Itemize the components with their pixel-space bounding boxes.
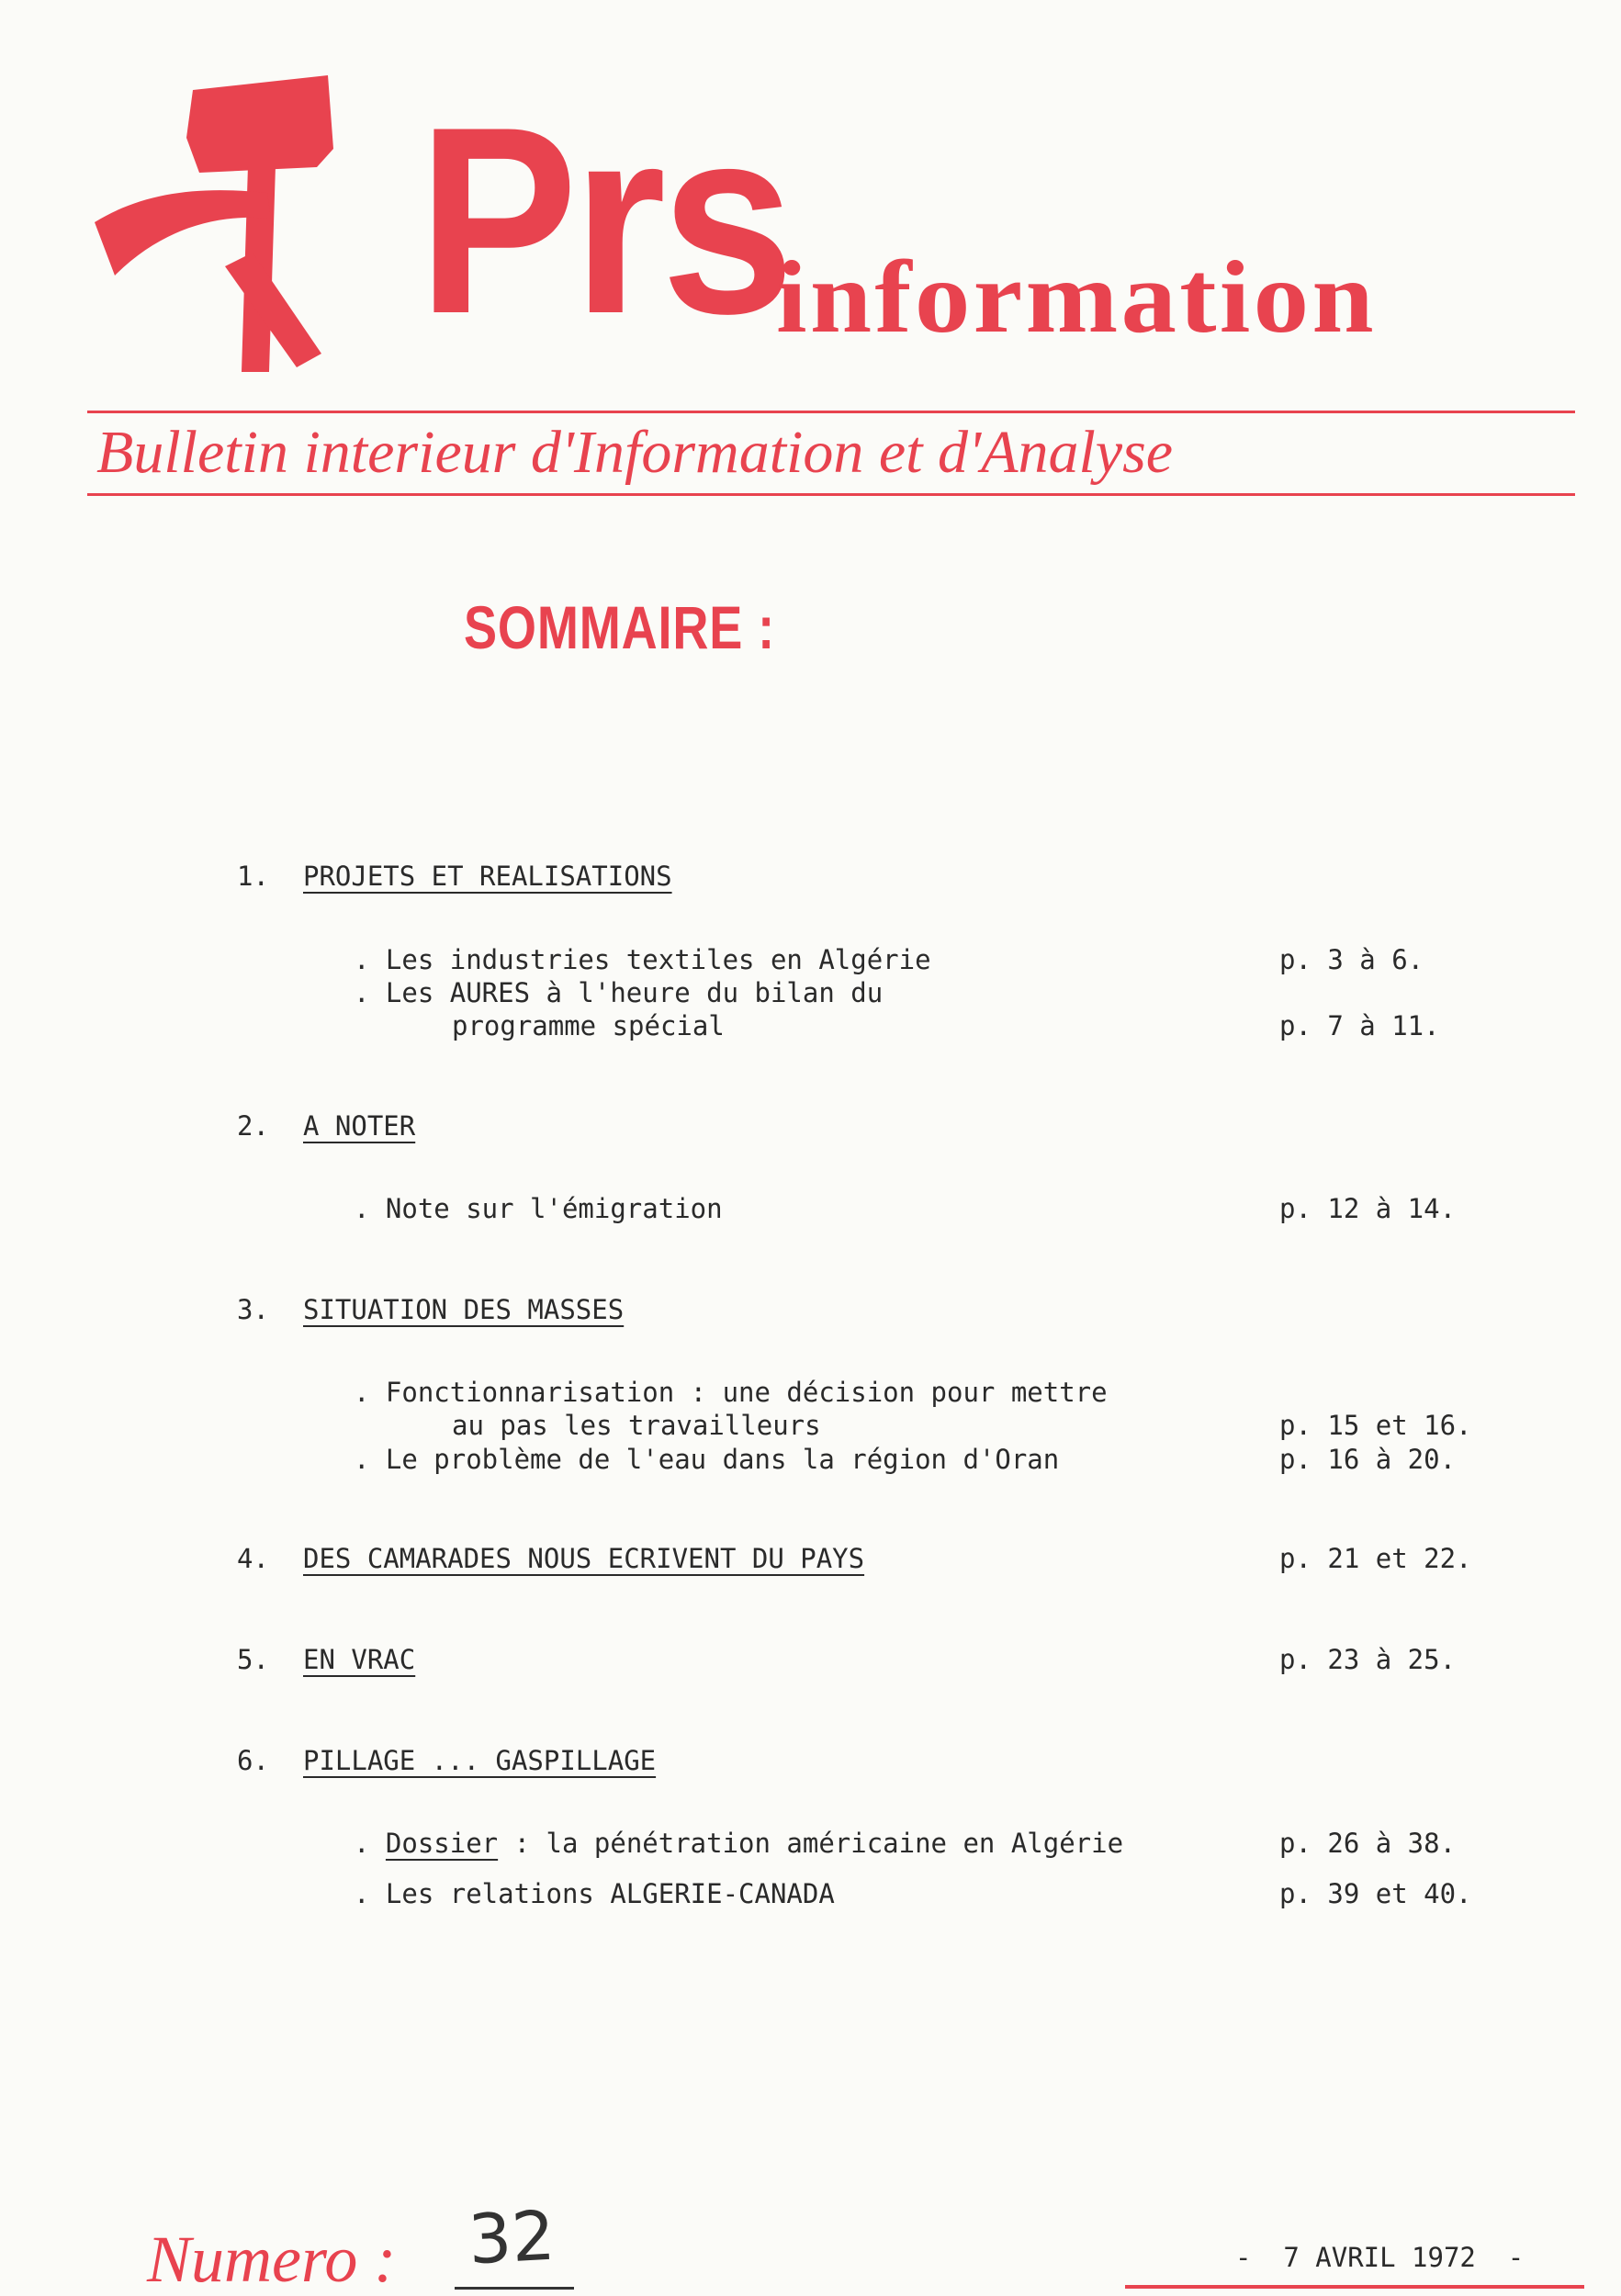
toc-item-line: . Les AURES à l'heure du bilan du xyxy=(354,977,884,1008)
toc-item-pages: p. 39 et 40. xyxy=(1279,1878,1472,1909)
header-title: information xyxy=(776,241,1377,355)
section-title: PILLAGE ... GASPILLAGE xyxy=(303,1745,657,1776)
dossier-label: Dossier xyxy=(385,1828,499,1859)
toc-item-pages: p. 12 à 14. xyxy=(1279,1193,1457,1224)
header-rule-bottom xyxy=(87,493,1575,496)
header-rule-top xyxy=(87,411,1575,413)
numero-underline xyxy=(455,2287,574,2290)
issue-number: 32 xyxy=(466,2196,557,2280)
date-underline xyxy=(1125,2285,1584,2289)
logo-prs: Prs xyxy=(418,72,790,369)
header-subtitle: Bulletin interieur d'Information et d'Analyse xyxy=(96,419,1174,486)
sommaire-heading: SOMMAIRE : xyxy=(464,593,775,661)
toc-item-pages: p. 21 et 22. xyxy=(1279,1543,1472,1574)
toc-item-pages: p. 16 à 20. xyxy=(1279,1444,1457,1475)
toc-item-line: . Note sur l'émigration xyxy=(354,1193,723,1224)
numero-label: Numero : xyxy=(147,2223,397,2296)
section-number: 5. xyxy=(237,1644,269,1675)
toc-item-line: . Les industries textiles en Algérie xyxy=(354,944,931,975)
section-title: DES CAMARADES NOUS ECRIVENT DU PAYS xyxy=(303,1543,865,1574)
toc-item-line-continued: programme spécial xyxy=(452,1010,725,1041)
section-number: 6. xyxy=(237,1745,269,1776)
toc-item-pages: p. 7 à 11. xyxy=(1279,1010,1440,1041)
section-title: PROJETS ET REALISATIONS xyxy=(303,861,672,892)
hammer-sickle-emblem-icon xyxy=(87,64,363,377)
section-number: 2. xyxy=(237,1110,269,1142)
toc-section xyxy=(0,1678,1621,1944)
toc-item-pages: p. 3 à 6. xyxy=(1279,944,1424,975)
toc-item-line: . Le problème de l'eau dans la région d'Oran xyxy=(354,1444,1060,1475)
toc-item-line: . Fonctionnarisation : une décision pour mettre xyxy=(354,1377,1108,1408)
section-title: A NOTER xyxy=(303,1110,416,1142)
toc-item-pages: p. 15 et 16. xyxy=(1279,1410,1472,1441)
toc-item-prefix: . xyxy=(354,1828,386,1859)
issue-date: - 7 AVRIL 1972 - xyxy=(1235,2242,1525,2273)
section-title: EN VRAC xyxy=(303,1644,416,1675)
section-number: 3. xyxy=(237,1294,269,1325)
toc-item-line: . Les relations ALGERIE-CANADA xyxy=(354,1878,835,1909)
toc-item-pages: p. 23 à 25. xyxy=(1279,1644,1457,1675)
toc-item-line xyxy=(354,1830,1123,1857)
toc-item-line-continued: au pas les travailleurs xyxy=(452,1410,821,1441)
section-number: 1. xyxy=(237,861,269,892)
toc-item-pages: p. 26 à 38. xyxy=(1279,1828,1457,1859)
section-number: 4. xyxy=(237,1543,269,1574)
toc-item-rest: : la pénétration américaine en Algérie xyxy=(498,1828,1124,1859)
section-title: SITUATION DES MASSES xyxy=(303,1294,625,1325)
